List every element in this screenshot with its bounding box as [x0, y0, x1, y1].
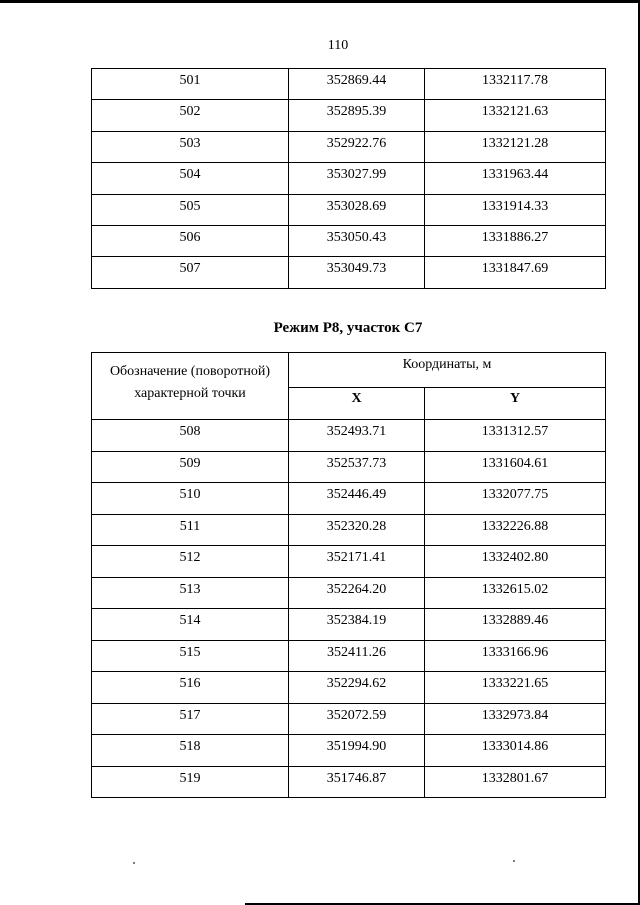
point-number-cell: 505	[92, 194, 289, 225]
y-coordinate-cell: 1331886.27	[425, 225, 606, 256]
x-coordinate-cell: 352171.41	[289, 546, 425, 578]
table-row	[92, 577, 606, 609]
x-coordinate-cell: 353027.99	[289, 163, 425, 194]
table-row	[92, 483, 606, 515]
point-number-cell: 501	[92, 69, 289, 100]
header-coordinates: Координаты, м	[289, 353, 606, 388]
point-number-cell: 508	[92, 420, 289, 452]
y-coordinate-cell: 1331963.44	[425, 163, 606, 194]
table-row	[92, 546, 606, 578]
table-body	[92, 69, 606, 289]
table-row	[92, 257, 606, 288]
x-coordinate-cell: 351746.87	[289, 766, 425, 798]
y-coordinate-cell: 1332801.67	[425, 766, 606, 798]
x-coordinate-cell: 352384.19	[289, 609, 425, 641]
point-number-cell: 507	[92, 257, 289, 288]
x-coordinate-cell: 352869.44	[289, 69, 425, 100]
table-row	[92, 420, 606, 452]
x-coordinate-cell: 352264.20	[289, 577, 425, 609]
table-row	[92, 163, 606, 194]
scan-speck	[513, 860, 515, 862]
table-row	[92, 131, 606, 162]
section-title: Режим Р8, участок С7	[273, 320, 423, 336]
point-number-cell: 504	[92, 163, 289, 194]
y-coordinate-cell: 1333014.86	[425, 735, 606, 767]
point-number-cell: 512	[92, 546, 289, 578]
y-coordinate-cell: 1333221.65	[425, 672, 606, 704]
header-y: Y	[425, 387, 606, 419]
x-coordinate-cell: 352411.26	[289, 640, 425, 672]
x-coordinate-cell: 352537.73	[289, 451, 425, 483]
table-row	[92, 514, 606, 546]
coordinates-table-continued	[91, 68, 606, 289]
table-row	[92, 766, 606, 798]
point-number-cell: 511	[92, 514, 289, 546]
point-number-cell: 517	[92, 703, 289, 735]
table-row	[92, 100, 606, 131]
table-row	[92, 225, 606, 256]
point-number-cell: 519	[92, 766, 289, 798]
y-coordinate-cell: 1332615.02	[425, 577, 606, 609]
point-number-cell: 510	[92, 483, 289, 515]
y-coordinate-cell: 1331312.57	[425, 420, 606, 452]
scan-speck	[133, 862, 135, 864]
y-coordinate-cell: 1332121.28	[425, 131, 606, 162]
y-coordinate-cell: 1332226.88	[425, 514, 606, 546]
y-coordinate-cell: 1333166.96	[425, 640, 606, 672]
y-coordinate-cell: 1332889.46	[425, 609, 606, 641]
x-coordinate-cell: 351994.90	[289, 735, 425, 767]
table-row	[92, 194, 606, 225]
point-number-cell: 516	[92, 672, 289, 704]
coordinates-table	[91, 352, 606, 798]
x-coordinate-cell: 352895.39	[289, 100, 425, 131]
point-number-cell: 502	[92, 100, 289, 131]
y-coordinate-cell: 1332077.75	[425, 483, 606, 515]
y-coordinate-cell: 1331604.61	[425, 451, 606, 483]
y-coordinate-cell: 1332117.78	[425, 69, 606, 100]
x-coordinate-cell: 353028.69	[289, 194, 425, 225]
table-row	[92, 672, 606, 704]
x-coordinate-cell: 352320.28	[289, 514, 425, 546]
table-row	[92, 69, 606, 100]
header-x: X	[289, 387, 425, 419]
header-point-designation: Обозначение (поворотной) характерной точки	[92, 353, 289, 420]
table-row	[92, 451, 606, 483]
x-coordinate-cell: 352294.62	[289, 672, 425, 704]
page-number: 110	[327, 38, 349, 53]
point-number-cell: 509	[92, 451, 289, 483]
table-row	[92, 735, 606, 767]
x-coordinate-cell: 352922.76	[289, 131, 425, 162]
table-body	[92, 420, 606, 798]
scan-border-top	[0, 0, 640, 3]
point-number-cell: 506	[92, 225, 289, 256]
table-row	[92, 703, 606, 735]
point-number-cell: 514	[92, 609, 289, 641]
y-coordinate-cell: 1332402.80	[425, 546, 606, 578]
point-number-cell: 503	[92, 131, 289, 162]
x-coordinate-cell: 352446.49	[289, 483, 425, 515]
y-coordinate-cell: 1332973.84	[425, 703, 606, 735]
point-number-cell: 513	[92, 577, 289, 609]
y-coordinate-cell: 1332121.63	[425, 100, 606, 131]
table-row	[92, 609, 606, 641]
x-coordinate-cell: 352072.59	[289, 703, 425, 735]
x-coordinate-cell: 353050.43	[289, 225, 425, 256]
y-coordinate-cell: 1331914.33	[425, 194, 606, 225]
y-coordinate-cell: 1331847.69	[425, 257, 606, 288]
point-number-cell: 518	[92, 735, 289, 767]
x-coordinate-cell: 352493.71	[289, 420, 425, 452]
table-row	[92, 640, 606, 672]
x-coordinate-cell: 353049.73	[289, 257, 425, 288]
table-header	[92, 353, 606, 420]
point-number-cell: 515	[92, 640, 289, 672]
